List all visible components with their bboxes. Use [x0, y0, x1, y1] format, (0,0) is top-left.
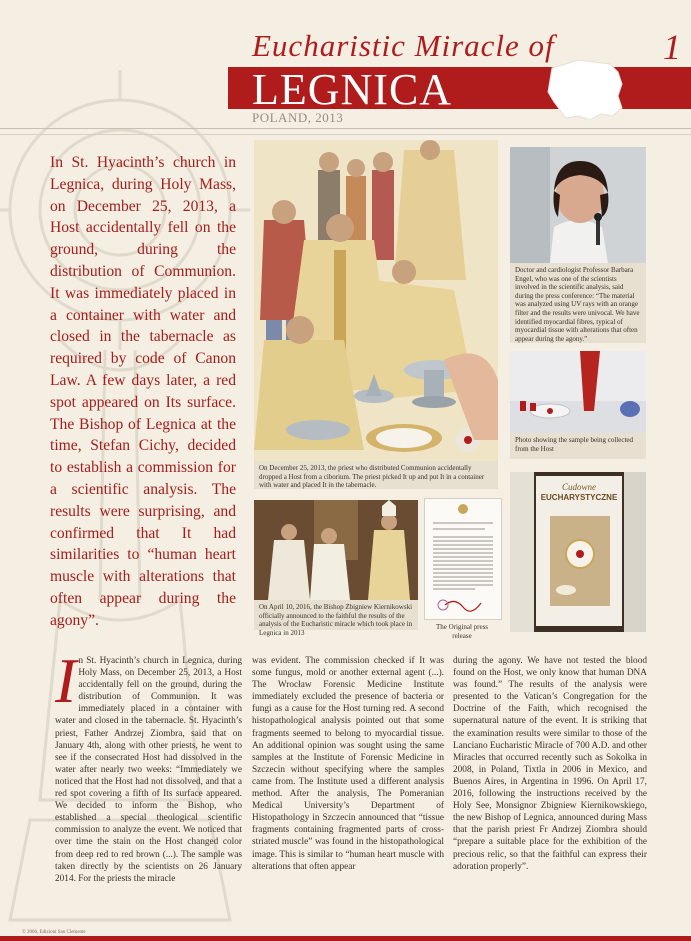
professor-portrait [510, 147, 646, 263]
footer-band [0, 936, 691, 941]
communion-scene-illustration [254, 140, 498, 462]
sample-photo [510, 351, 646, 433]
exhibit-sign-line2: EUCHARYSTYCZNE [540, 493, 618, 502]
press-release-caption: The Original press release [435, 623, 489, 640]
body-column-3: during the agony. We have not tested the blood found on the Host, we only know that human DNA was found.” The results of the analysis were presented to the Vatican’s Congregation for the Doctrine of the Faith, which recognised the supernatural nature of the event. It is striking that the examination results were similar to those of the Lanciano Eucharistic Miracle of 700 A.D. and other Miracles that occurred recently such as Sokolka in 2008, in Poland, Tixtla in 2006 in Mexico, and Buenos Aires, in Argentina in 1996. On April 17, 2016, following the instructions received by the Holy See, Monsignor Zbigniew Kiernikowskiego, the new Bishop of Legnica, announced during Mass that the parish priest Fr Andrzej Ziombra should “prepare a suitable place for the exhibition of the precious relic, so that the faithful can express their adoration properly”. [453, 656, 647, 872]
bishop-photo [254, 500, 418, 600]
header-divider-secondary [0, 134, 691, 135]
sample-caption: Photo showing the sample being collected from the Host [510, 433, 646, 459]
page-subtitle: POLAND, 2013 [252, 110, 344, 125]
header-divider [0, 128, 691, 129]
exhibit-photo [510, 472, 646, 632]
main-illustration [254, 140, 498, 462]
professor-photo [510, 147, 646, 263]
lead-paragraph: In St. Hyacinth’s church in Legnica, during Holy Mass, on December 25, 2013, a Host accidentally fell on the ground, during the distribution of Communion. It was immediately placed in a container with water and closed in the tabernacle as required by code of Canon Law. A few days later, a red spot appeared on Its surface. The Bishop of Legnica at the time, Stefan Cichy, decided to establish a commission for a scientific analysis. The results were surprising, and confirmed that It had similarities to “human heart muscle with alterations that often appear during the agony”. [50, 154, 236, 629]
bishop-announcement-image [254, 500, 418, 600]
header-script-title: Eucharistic Miracle of [252, 28, 555, 63]
bishop-caption: On April 10, 2016, the Bishop Zbigniew Kiernikowski officially announced to the faithful the results of the analysis of the Eucharistic miracle which took place in Legnica in 2013 [254, 600, 418, 630]
page-number: 1 [663, 27, 681, 67]
body-column-1 [55, 645, 242, 885]
exhibit-sign-line1: Cudowne [561, 482, 596, 492]
copyright-notice: © 2006, Edizioni San Clemente [22, 930, 86, 935]
body-column-1-text: n St. Hyacinth’s church in Legnica, during Holy Mass, on December 25, 2013, a Host accidentally fell on the ground, during the distribution of Communion. It was immediately placed in a container with water and closed in the tabernacle. St. Hyacinth’s priest, Father Andrzej Ziombra, said that on January 4th, along with other priests, he went to see if the consecrated Host had dissolved in the water after nearly two weeks: “Immediately we noticed that the Host had not dissolved, and that a red spot covering a fifth of Its surface appeared. We decided to inform the Bishop, who established a special theological scientific commission to analyze the event. We noticed that over time the stain on the Host changed color from deep red to red brown (...). The sample was taken directly by the scientists on 26 January 2014. For the priests the miracle [55, 656, 242, 884]
page-title: LEGNICA [252, 65, 453, 114]
press-release-page-icon [425, 499, 501, 619]
drop-cap: I [55, 645, 77, 716]
sample-collection-image [510, 351, 646, 433]
main-illustration-caption: On December 25, 2013, the priest who distributed Communion accidentally dropped a Host from a ciborium. The priest picked It up and put It in a container with water and placed It in the tabernacle. [254, 461, 498, 489]
press-release-document [424, 498, 502, 620]
body-column-2: was evident. The commission checked if It was some fungus, mold or another external agent (...). The Wrocław Forensic Medicine Institute immediately excluded the presence of bacteria or fungi as a cause for the Host turning red. A second histopathological analysis pointed out that some fragments seemed to belong to myocardial tissue. An additional opinion was sought using the same samples at the Institute of Forensic Medicine in Szczecin without specifying where the samples came from. The Institute used a different analysis method. After the analysis, The Pomeranian Medical University’s Department of Histopathology in Szczecin announced that “tissue fragments containing fragmented parts of cross-striated muscle” was found in the histopathological image. This is similar to “human heart muscle with alterations that often appear [252, 656, 444, 872]
professor-caption: Doctor and cardiologist Professor Barbara Engel, who was one of the scientists involved in the scientific analysis, said during the press conference: “The material was analyzed using UV rays with an orange filter and the results were univocal. We have identified myocardial fibres, typical of myocardial tissue with alterations that often appear during the agony.” [510, 263, 646, 343]
poland-map-icon [544, 58, 626, 122]
